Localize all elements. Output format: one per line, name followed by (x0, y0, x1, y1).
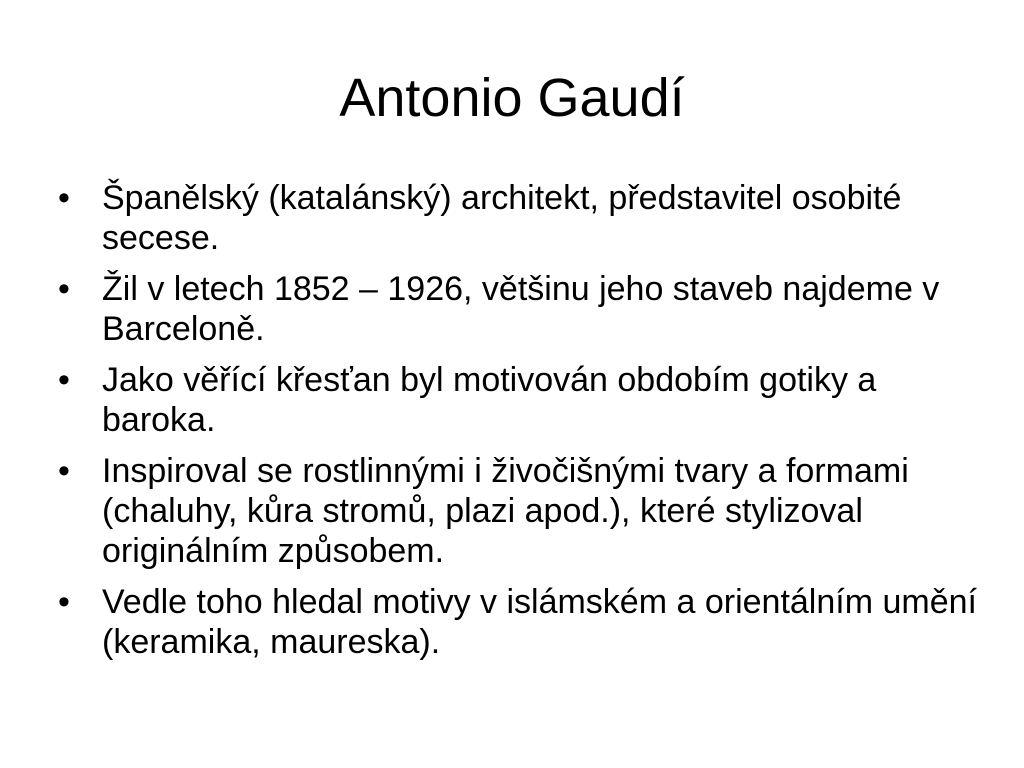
bullet-point-icon: • (58, 452, 70, 490)
bullet-item (58, 582, 978, 662)
bullet-text: Jako věřící křesťan byl motivován obdobím gotiky a baroka. (102, 361, 877, 439)
bullet-text: Inspiroval se rostlinnými i živočišnými tvary a formami (chaluhy, kůra stromů, plazi apod.), které stylizoval originálním způsobem. (102, 452, 909, 570)
bullet-item (58, 451, 978, 571)
bullet-point-icon: • (58, 583, 70, 621)
bullet-item (58, 360, 978, 440)
bullet-point-icon: • (58, 361, 70, 399)
bullet-point-icon: • (58, 179, 70, 217)
bullet-text: Žil v letech 1852 – 1926, většinu jeho staveb najdeme v Barceloně. (102, 270, 940, 348)
bullet-point-icon: • (58, 270, 70, 308)
bullet-item (58, 178, 978, 258)
slide-title: Antonio Gaudí (339, 68, 685, 128)
bullet-text: Španělský (katalánský) architekt, představitel osobité secese. (102, 179, 902, 257)
bullet-text: Vedle toho hledal motivy v islámském a orientálním umění (keramika, maureska). (102, 583, 977, 661)
bullet-list (58, 178, 978, 673)
bullet-item (58, 269, 978, 349)
